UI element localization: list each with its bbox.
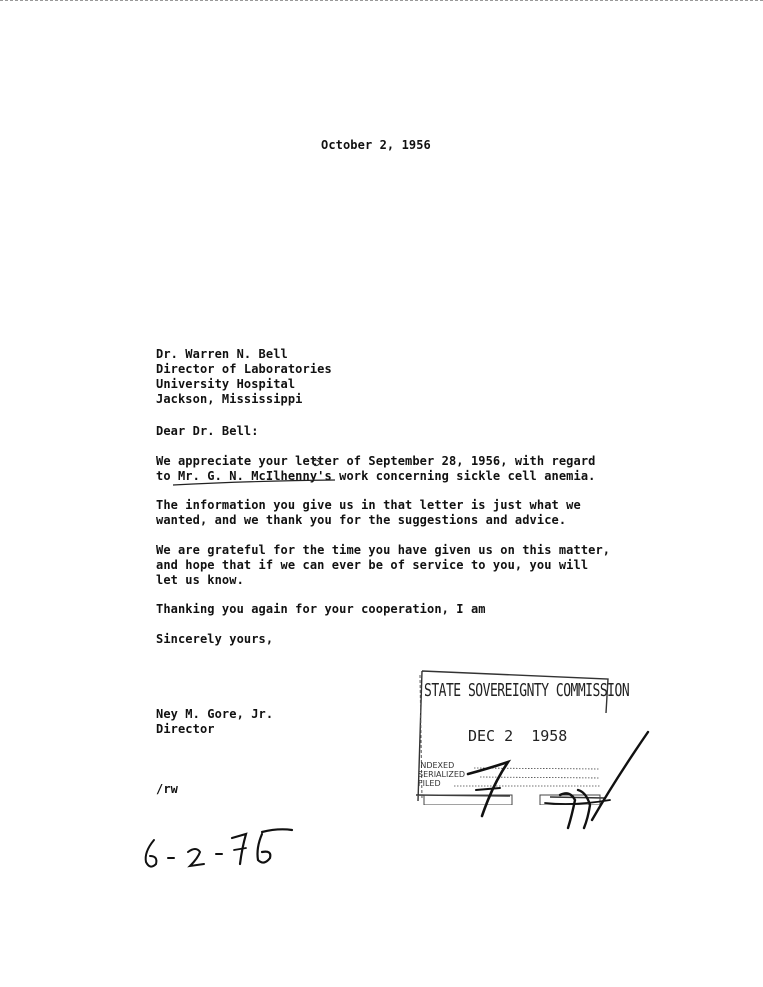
stamp-field-indexed: INDEXED xyxy=(418,761,455,770)
stamp-date: DEC 2 1958 xyxy=(468,727,568,745)
signature-name: Ney M. Gore, Jr. xyxy=(156,707,274,721)
closing: Sincerely yours, xyxy=(156,632,274,646)
body-paragraph: The information you give us in that letter is just what we wanted, and we thank you for the suggestions and advice. xyxy=(156,498,581,527)
address-line: Dr. Warren N. Bell xyxy=(156,347,288,361)
typist-initials: /rw xyxy=(156,782,178,796)
address-line: University Hospital xyxy=(156,377,296,391)
stamp-field-filed: FILED xyxy=(418,779,441,788)
body-paragraph: Thanking you again for your cooperation, I am xyxy=(156,602,486,616)
address-line: Jackson, Mississippi xyxy=(156,392,303,406)
body-paragraph: We appreciate your letter of September 28, 1956, with regard to Mr. G. N. McIlhenny's work concerning sickle cell anemia. xyxy=(156,454,596,483)
salutation: Dear Dr. Bell: xyxy=(156,424,259,438)
address-line: Director of Laboratories xyxy=(156,362,332,376)
stamp-field-serialized: SERIALIZED xyxy=(418,770,466,779)
stamp-title: STATE SOVEREIGNTY COMMISSION xyxy=(424,681,630,702)
body-paragraph: We are grateful for the time you have given us on this matter, and hope that if we can ever be of service to you, you will let us know. xyxy=(156,543,611,587)
letter-date: October 2, 1956 xyxy=(321,138,431,152)
signature-title: Director xyxy=(156,722,215,736)
